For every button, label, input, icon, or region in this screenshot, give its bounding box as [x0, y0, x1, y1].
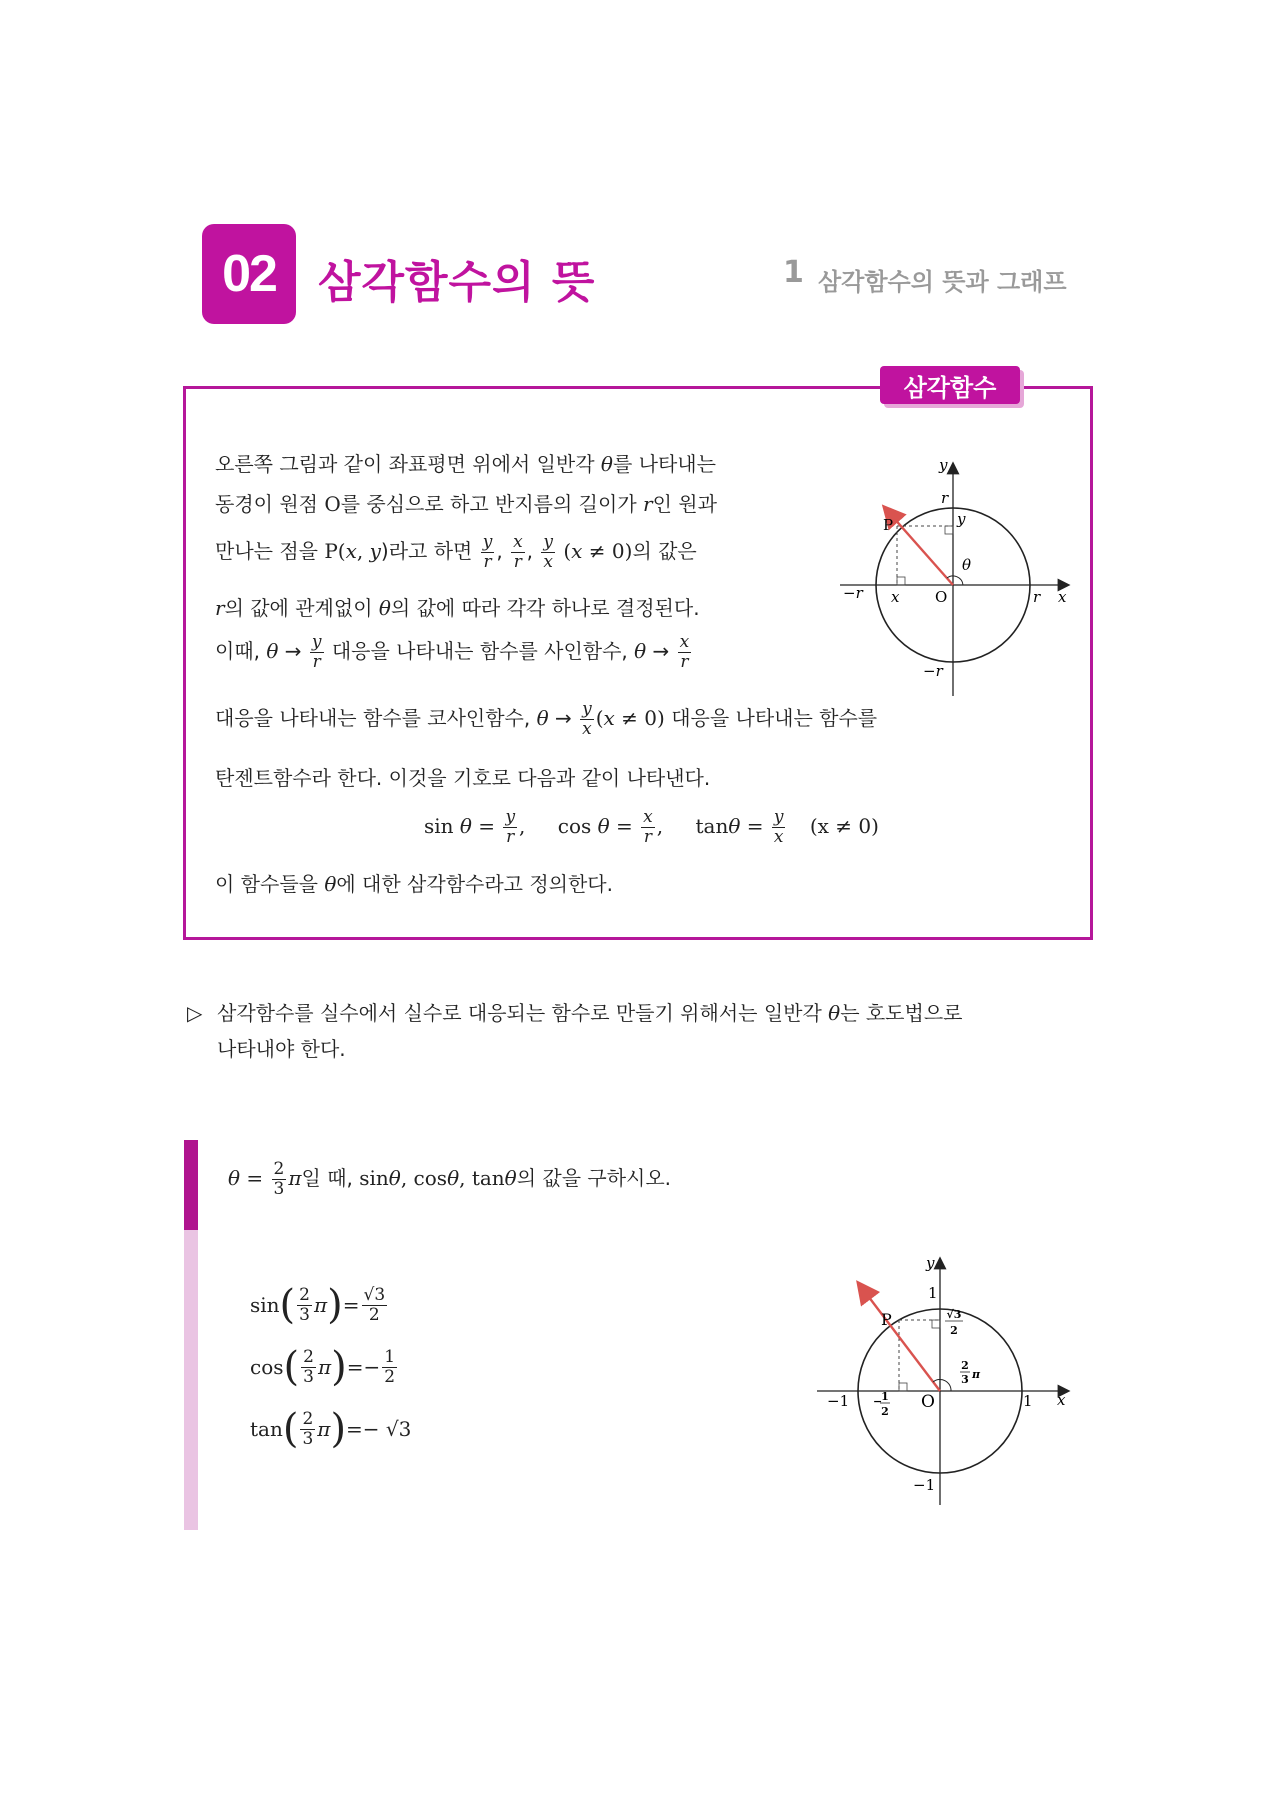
label-neg-r-left: −r	[843, 584, 863, 602]
label-point: P	[881, 1310, 892, 1329]
example-bar-question	[184, 1140, 198, 1230]
label-point: P	[883, 516, 894, 534]
note-marker: ▷	[187, 1001, 203, 1025]
unit-circle-figure-2	[815, 1255, 1075, 1515]
label-origin: O	[921, 1392, 935, 1412]
def-line-4: r의 값에 관계없이 θ의 값에 따라 각각 하나로 결정된다.	[215, 596, 700, 620]
label-px	[873, 1390, 890, 1418]
label-r-right: r	[1033, 588, 1041, 606]
def-line-1: 오른쪽 그림과 같이 좌표평면 위에서 일반각 θ를 나타내는	[215, 452, 716, 476]
section-title: 삼각함수의 뜻과 그래프	[818, 268, 1067, 296]
chapter-title: 삼각함수의 뜻	[318, 257, 596, 308]
label-y-axis: y	[939, 458, 948, 474]
section-number: 1	[783, 255, 804, 290]
example-bar-answer	[184, 1230, 198, 1530]
definition-tab-label: 삼각함수	[880, 366, 1020, 404]
def-line-6: 대응을 나타내는 함수를 코사인함수, θ → $\frac{y}{x}$ (x ≠ 0) 대응을 나타내는 함수를	[215, 699, 878, 739]
example-question: θ = $\frac{2}{3}$ π일 때, sinθ, cosθ, tanθ의 값을 구하시오.	[228, 1159, 672, 1199]
label-py	[945, 1308, 963, 1337]
label-r-top: r	[941, 489, 949, 507]
answer-cos: cos ( $\frac{2}{3}$ π ) =− $\frac{1}{2}$	[250, 1344, 396, 1390]
def-line-2: 동경이 원점 O를 중심으로 하고 반지름의 길이가 r인 원과	[215, 492, 717, 516]
answer-tan: tan ( $\frac{2}{3}$ π ) =− √3	[250, 1406, 412, 1452]
label-one-top: 1	[928, 1284, 938, 1302]
def-line-3: 만나는 점을 P(x, y)라고 하면 $\frac{y}{r}$ , $\frac{x}{r}$ , $\frac{y}{x}$ (x ≠ 0)의 값은	[215, 532, 697, 572]
unit-circle-figure-1	[835, 458, 1075, 703]
svg-text:−: −	[873, 1395, 883, 1408]
label-theta: θ	[962, 556, 972, 574]
def-line-8: 이 함수들을 θ에 대한 삼각함수라고 정의한다.	[215, 872, 613, 896]
label-x-axis: x	[1058, 588, 1067, 606]
svg-text:2: 2	[950, 1324, 958, 1337]
label-neg-one-bottom: −1	[913, 1476, 936, 1494]
def-line-5: 이때, θ → $\frac{y}{r}$ 대응을 나타내는 함수를 사인함수, θ → $\frac{x}{r}$	[215, 632, 690, 672]
label-x-foot: x	[891, 588, 900, 606]
answer-sin: sin ( $\frac{2}{3}$ π ) = $\frac{√3}{2}$	[250, 1282, 386, 1328]
svg-text:1: 1	[881, 1390, 889, 1403]
svg-text:3: 3	[961, 1373, 969, 1386]
note: ▷ 삼각함수를 실수에서 실수로 대응되는 함수로 만들기 위해서는 일반각 θ는 호도법으로 나타내야 한다.	[187, 995, 962, 1067]
def-line-7: 탄젠트함수라 한다. 이것을 기호로 다음과 같이 나타낸다.	[215, 766, 711, 790]
label-neg-one-left: −1	[827, 1392, 850, 1410]
label-x-axis: x	[1057, 1391, 1066, 1409]
radius-vector	[885, 508, 953, 585]
label-neg-r-bottom: −r	[923, 662, 943, 680]
label-y-foot: y	[957, 510, 966, 528]
svg-text:√3: √3	[946, 1308, 962, 1321]
label-one-right: 1	[1023, 1392, 1033, 1410]
label-origin: O	[935, 588, 948, 606]
svg-text:2: 2	[881, 1405, 889, 1418]
svg-text:2: 2	[961, 1359, 969, 1372]
label-y-axis: y	[926, 1255, 935, 1272]
label-angle	[960, 1359, 981, 1386]
svg-text:π: π	[972, 1368, 981, 1381]
chapter-number-badge: 02	[202, 224, 296, 324]
formula-line: sin θ = $\frac{y}{r}$ , cos θ = $\frac{x}{r}$ , tanθ = $\frac{y}{x}$ (x ≠ 0)	[424, 807, 879, 847]
